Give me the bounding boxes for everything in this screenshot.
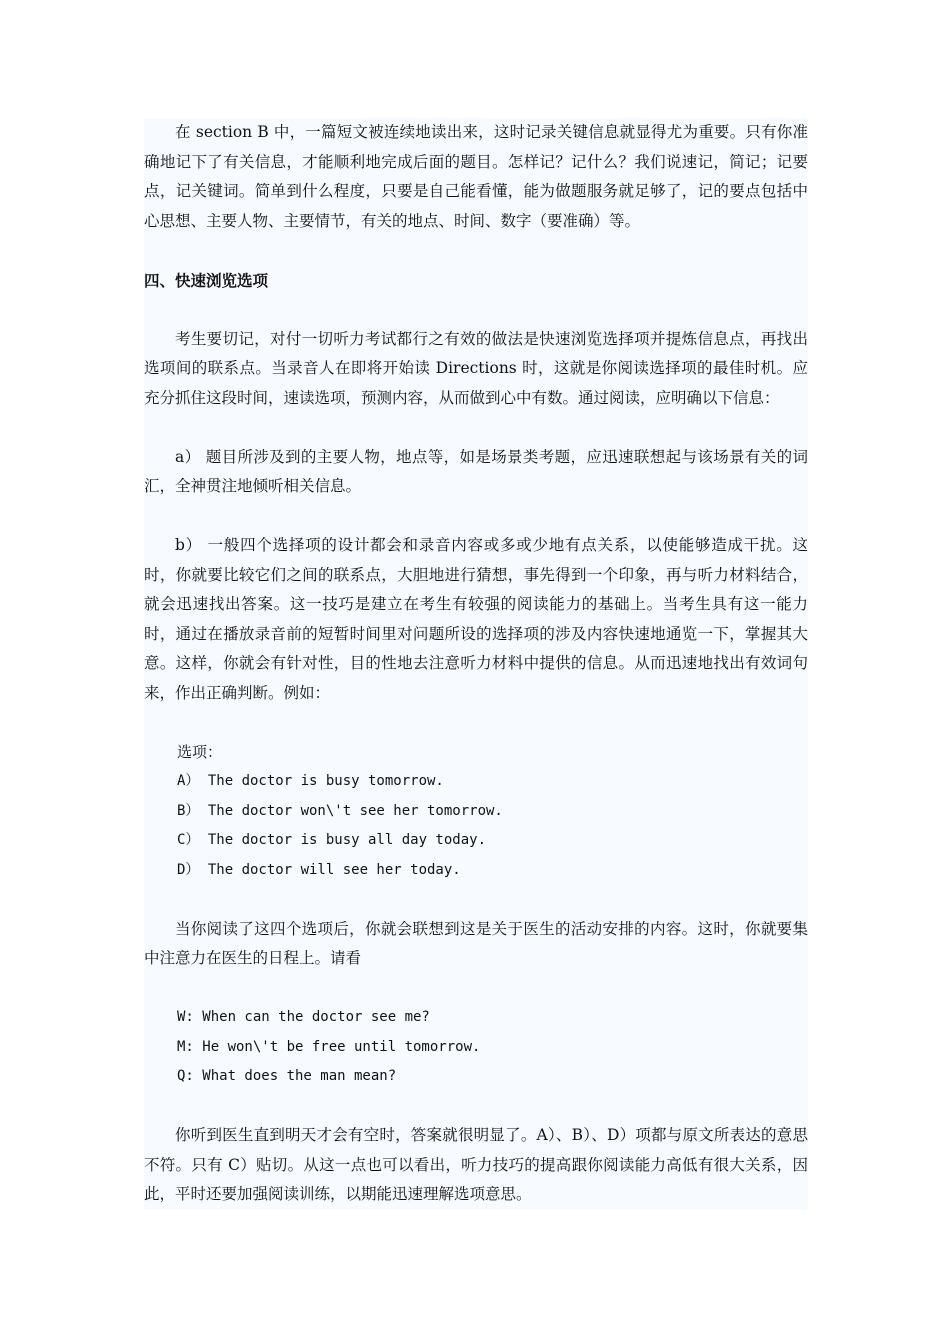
options-list [144,738,808,886]
paragraph-point-a: a） 题目所涉及到的主要人物，地点等，如是场景类考题，应迅速联想起与该场景有关的词汇，全神贯注地倾听相关信息。 [144,447,808,495]
dialogue-line-m: M: He won\'t be free until tomorrow. [177,1038,481,1055]
paragraph-section-b: 在 section B 中，一篇短文被连续地读出来，这时记录关键信息就显得尤为重要。只有你准确地记下了有关信息，才能顺利地完成后面的题目。怎样记？记什么？我们说速记，简记；记要点，记关键词。简单到什么程度，只要是自己能看懂，能为做题服务就足够了，记的要点包括中心思想、主要人物、主要情节，有关的地点、时间、数字（要准确）等。 [144,123,808,230]
option-b: B） The doctor won\'t see her tomorrow. [177,802,503,819]
paragraph-point-b: b） 一般四个选择项的设计都会和录音内容或多或少地有点关系，以使能够造成干扰。这时，你就要比较它们之间的联系点，大胆地进行猜想，事先得到一个印象，再与听力材料结合，就会迅速找出答案。这一技巧是建立在考生有较强的阅读能力的基础上。当考生具有这一能力时，通过在播放录音前的短暂时间里对问题所设的选择项的涉及内容快速地通览一下，掌握其大意。这样，你就会有针对性，目的性地去注意听力材料中提供的信息。从而迅速地找出有效词句来，作出正确判断。例如： [144,536,808,702]
section-heading: 四、快速浏览选项 [144,270,269,290]
dialogue-line-q: Q: What does the man mean? [177,1068,397,1084]
paragraph-conclusion: 你听到医生直到明天才会有空时，答案就很明显了。A）、B）、D）项都与原文所表达的意思不符。只有 C）贴切。从这一点也可以看出，听力技巧的提高跟你阅读能力高低有很大关系，因此，平时还要加强阅读训练，以期能迅速理解选项意思。 [144,1126,808,1203]
option-a: A） The doctor is busy tomorrow. [177,773,444,789]
options-label: 选项： [177,742,223,761]
document-body [144,118,808,1210]
paragraph-analysis: 当你阅读了这四个选项后，你就会联想到这是关于医生的活动安排的内容。这时，你就要集中注意力在医生的日程上。请看 [144,919,808,967]
option-c: C） The doctor is busy all day today. [177,832,487,848]
dialogue [144,1003,808,1092]
option-d: D） The doctor will see her today. [177,861,461,878]
dialogue-line-w: W: When can the doctor see me? [177,1009,430,1025]
paragraph-quick-browse: 考生要切记，对付一切听力考试都行之有效的做法是快速浏览选择项并提炼信息点，再找出选项间的联系点。当录音人在即将开始读 Directions 时，这就是你阅读选择项的最佳时机。应充分抓住这段时间，速读选项，预测内容，从而做到心中有数。通过阅读，应明确以下信息： [144,329,808,407]
